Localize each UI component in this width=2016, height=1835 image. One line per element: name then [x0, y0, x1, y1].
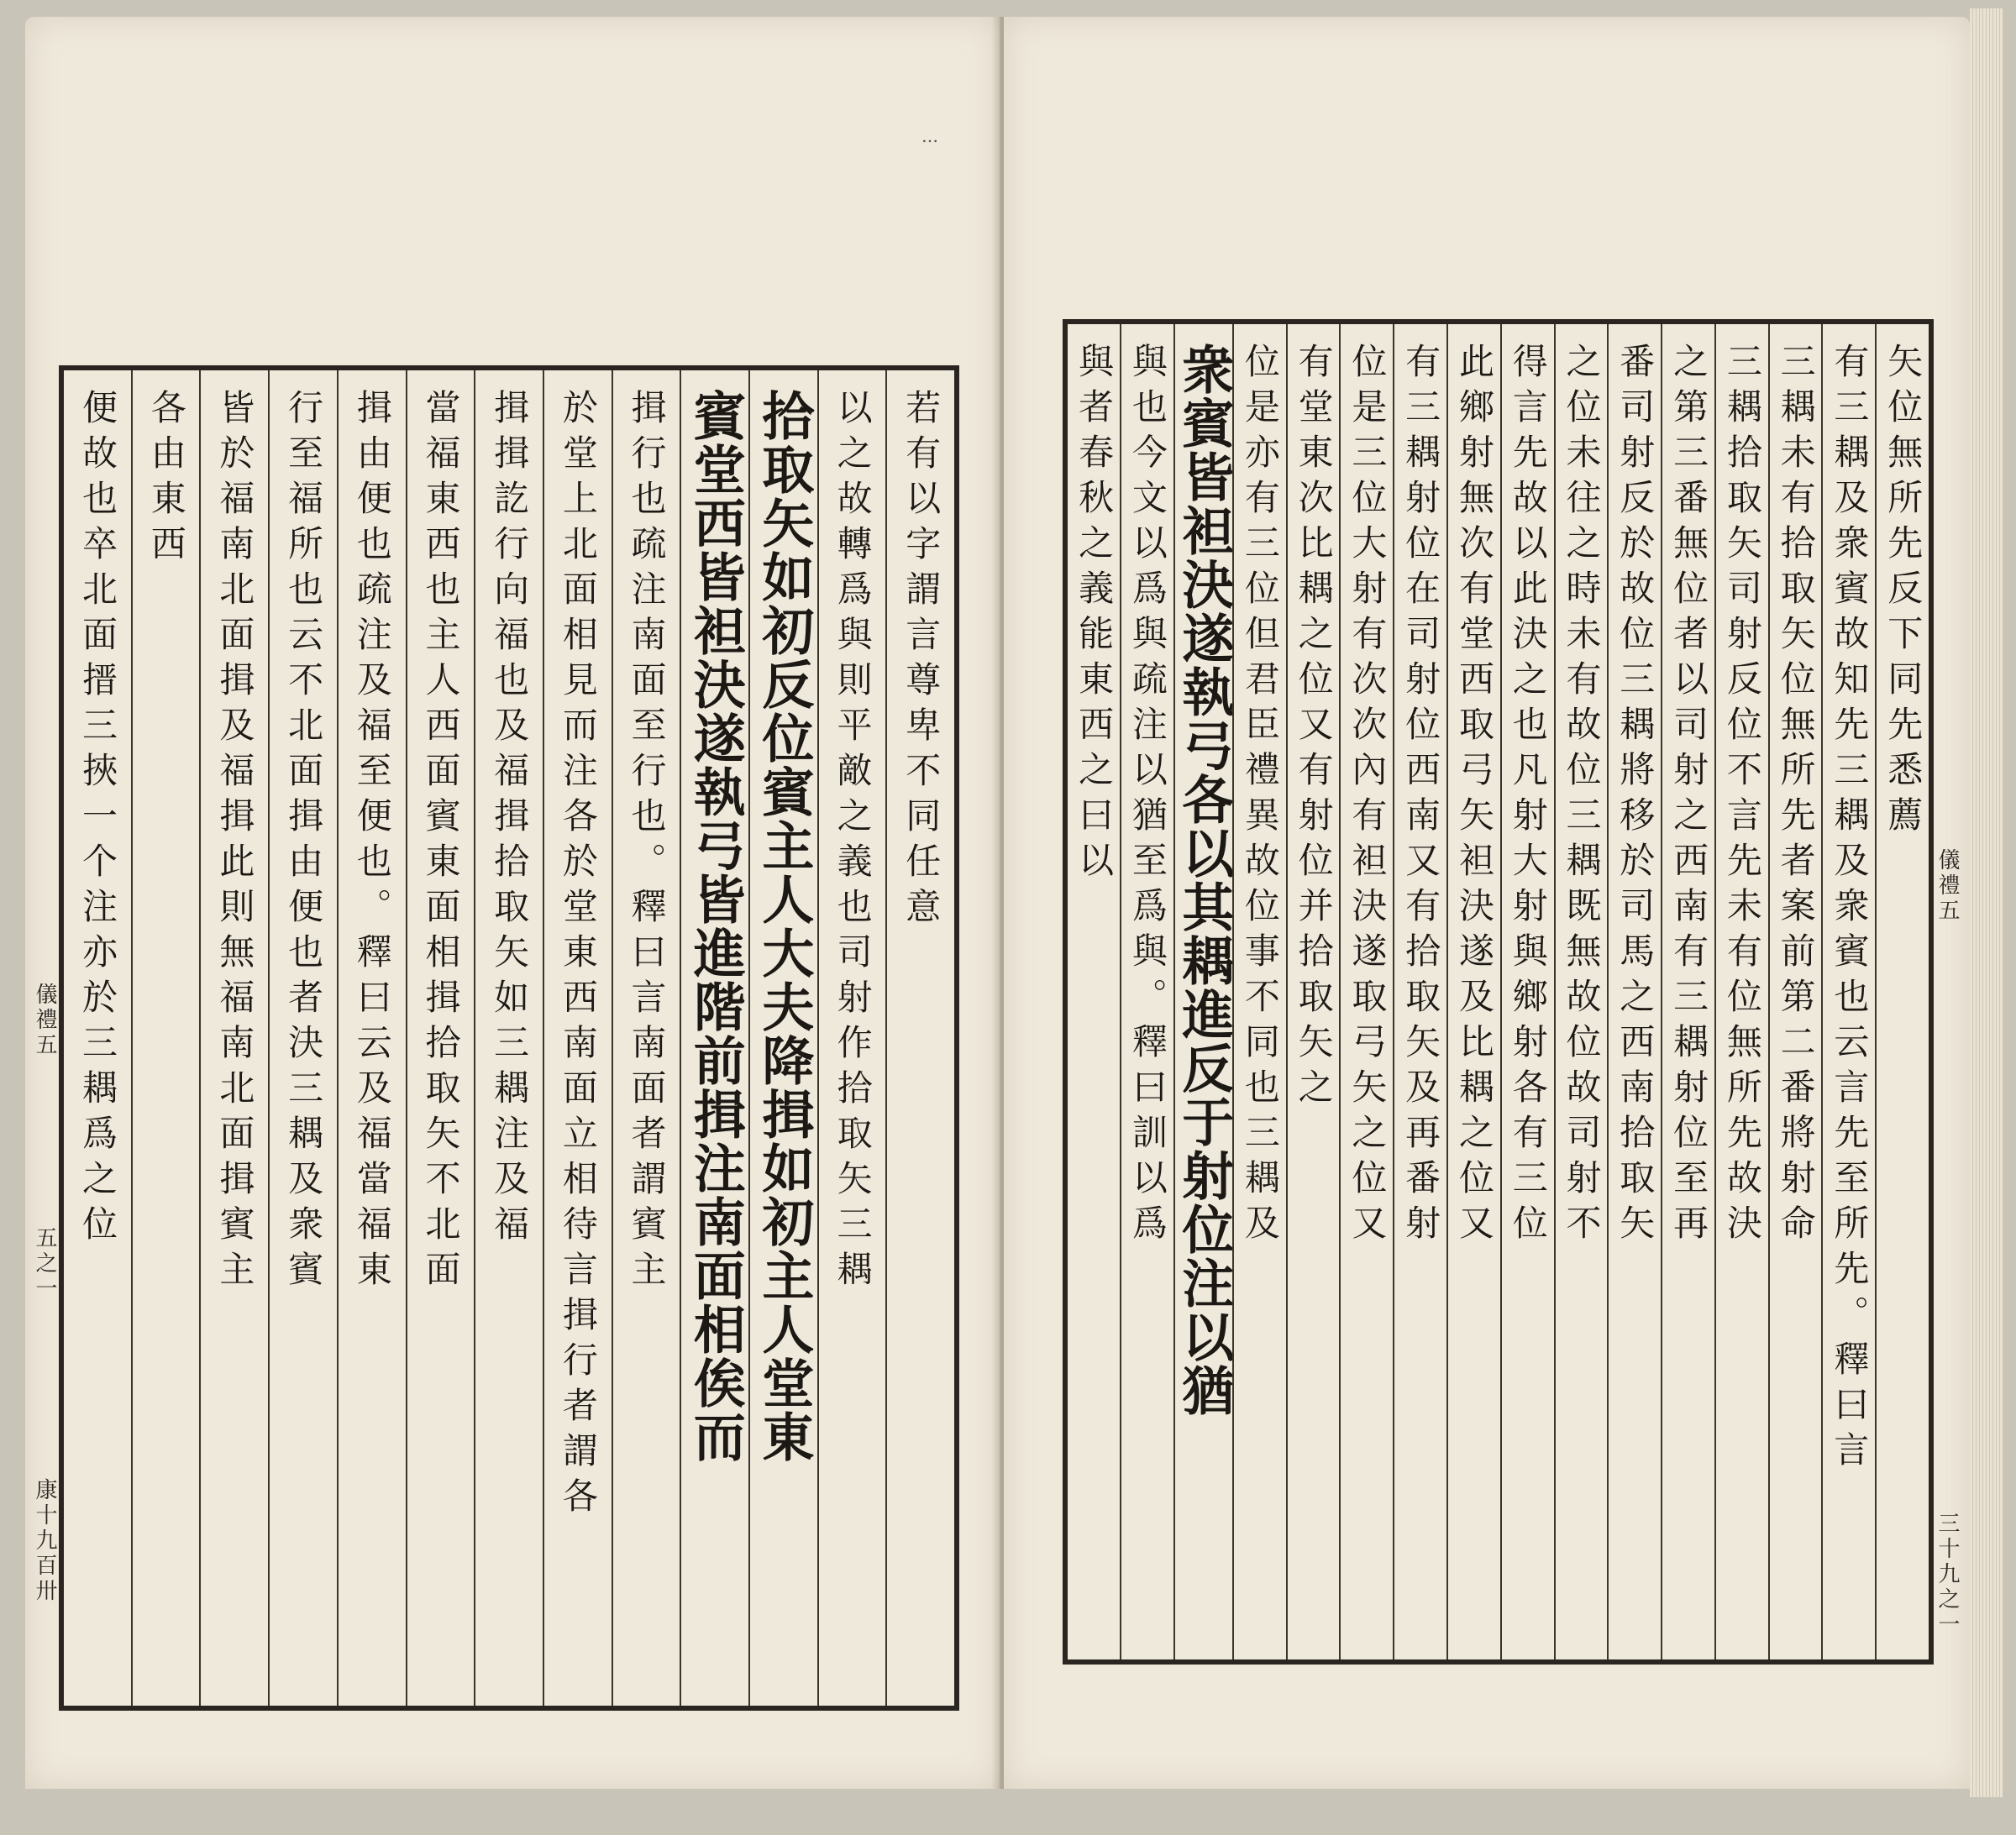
column-text: 得言先故以此決之也凡射大射與鄉射各有三位: [1507, 343, 1549, 1250]
column-text: 於堂上北面相見而注各於堂東西南面立相待言揖行者謂各: [557, 389, 599, 1523]
top-marks: …: [920, 126, 940, 149]
text-column: [268, 370, 337, 1706]
text-column: [1393, 324, 1446, 1659]
column-text: 與也今文以爲與疏注以猶至爲與。釋曰訓以爲: [1126, 343, 1168, 1250]
column-text: 矢位無所先反下同先悉薦: [1882, 343, 1924, 841]
column-text: 位是亦有三位但君臣禮異故位事不同也三耦及: [1239, 343, 1281, 1250]
left-page: [25, 17, 1000, 1789]
column-text: 揖由便也疏注及福至便也。釋曰云及福當福東: [351, 389, 393, 1296]
column-text: 衆賓皆袒決遂執弓各以其耦進反于射位注以猶: [1173, 343, 1235, 1418]
text-column: [817, 370, 886, 1706]
column-text: 位是三位大射有次次內有袒決遂取弓矢之位又: [1347, 343, 1389, 1250]
column-text: 揖行也疏注南面至行也。釋曰言南面者謂賓主: [626, 389, 668, 1296]
column-text: 之位未往之時未有故位三耦既無故位故司射不: [1561, 343, 1603, 1250]
text-column: [1068, 324, 1120, 1659]
column-text: 當福東西也主人西面賓東面相揖拾取矢不北面: [420, 389, 462, 1296]
text-column: [1554, 324, 1608, 1659]
text-column: [680, 370, 748, 1706]
left-margin-label-top: 儀禮五: [32, 983, 57, 1058]
text-column: [1500, 324, 1554, 1659]
column-text: 有三耦射位在司射位西南又有拾取矢及再番射: [1400, 343, 1442, 1250]
right-margin-label-top: 儀禮五: [1935, 848, 1960, 924]
column-text: 各由東西: [145, 389, 187, 570]
text-column: [1446, 324, 1500, 1659]
column-text: 有堂東次比耦之位又有射位并拾取矢之: [1293, 343, 1335, 1114]
text-column: [1286, 324, 1340, 1659]
text-column: [1714, 324, 1768, 1659]
column-text: 若有以字謂言尊卑不同任意: [900, 389, 942, 933]
column-text: 揖揖訖行向福也及福揖拾取矢如三耦注及福: [489, 389, 531, 1250]
text-column: [885, 370, 954, 1706]
text-column: [1120, 324, 1173, 1659]
column-text: 有三耦及衆賓故知先三耦及衆賓也云言先至所先。釋曰言: [1829, 343, 1871, 1476]
text-column: [64, 370, 131, 1706]
text-column: [1768, 324, 1822, 1659]
column-text: 三耦拾取矢司射反位不言先未有位無所先故決: [1721, 343, 1763, 1250]
text-column: [1173, 324, 1235, 1659]
text-column: [1875, 324, 1929, 1659]
text-column: [1607, 324, 1661, 1659]
text-column: [406, 370, 475, 1706]
column-text: 番司射反於故位三耦將移於司馬之西南拾取矢: [1614, 343, 1656, 1250]
text-column: [131, 370, 200, 1706]
right-margin-label-bottom: 三十九之一: [1935, 1512, 1960, 1638]
column-text: 三耦未有拾取矢位無所先者案前第二番將射命: [1775, 343, 1817, 1250]
column-text: 與者春秋之義能東西之曰以: [1074, 343, 1116, 887]
text-column: [337, 370, 406, 1706]
text-column: [543, 370, 612, 1706]
text-column: [612, 370, 680, 1706]
text-column: [474, 370, 543, 1706]
left-margin-label-bottom: 康十九百卅: [32, 1478, 57, 1604]
column-text: 行至福所也云不北面揖由便也者決三耦及衆賓: [283, 389, 325, 1296]
text-column: [1661, 324, 1714, 1659]
column-text: 皆於福南北面揖及福揖此則無福南北面揖賓主: [214, 389, 256, 1296]
column-text: 拾取矢如初反位賓主人大夫降揖如初主人堂東: [753, 389, 815, 1464]
text-column: [1821, 324, 1875, 1659]
text-column: [748, 370, 817, 1706]
column-text: 之第三番無位者以司射之西南有三耦射位至再: [1668, 343, 1710, 1250]
column-text: 此鄉射無次有堂西取弓矢袒決遂及比耦之位又: [1453, 343, 1495, 1250]
column-text: 賓堂西皆袒決遂執弓皆進階前揖注南面相俟而: [685, 389, 747, 1464]
page-edges: [1970, 8, 2003, 1797]
right-text-frame: [1063, 319, 1934, 1665]
text-column: [199, 370, 268, 1706]
column-text: 以之故轉爲與則平敵之義也司射作拾取矢三耦: [832, 389, 874, 1296]
left-text-frame: [59, 365, 959, 1711]
left-margin-label-mid: 五之一: [32, 1226, 57, 1302]
column-text: 便故也卒北面搢三挾一个注亦於三耦爲之位: [77, 389, 118, 1250]
text-column: [1232, 324, 1286, 1659]
text-column: [1339, 324, 1393, 1659]
